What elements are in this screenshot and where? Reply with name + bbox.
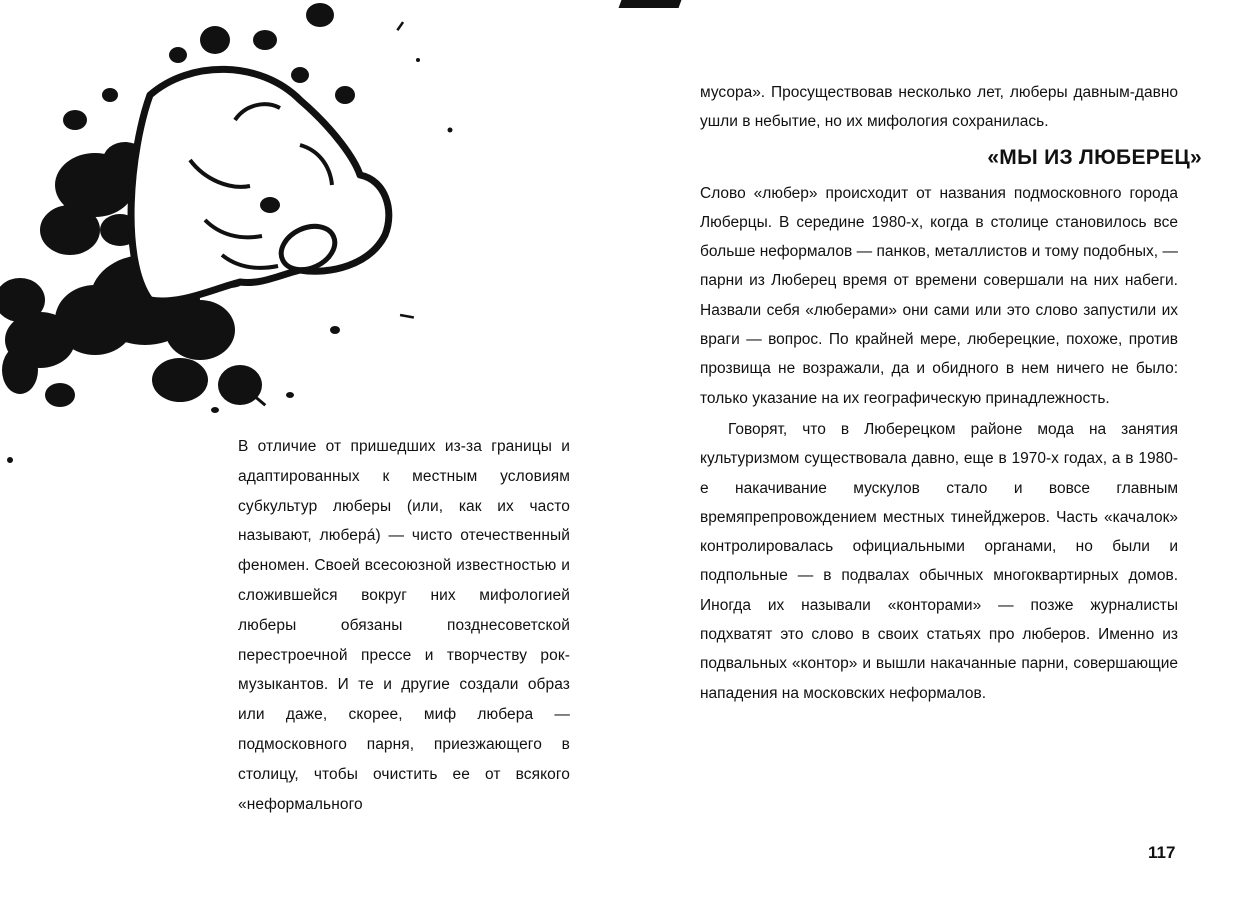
fist-shape [131, 69, 389, 301]
left-paragraph: В отличие от пришедших из-за границы и адаптированных к местным условиям субкультур люберы (или, как их часто называют, люберá) — чисто отечественный феномен. Своей всесоюзной известностью и сложившейся вокруг них мифологией люберы обязаны позднесоветской перестроечной прессе и творчеству рок-музыкантов. И те и другие создали образ или даже, скорее, миф любера — подмосковного парня, приезжающего в столицу, чтобы очистить ее от всякого «неформального [238, 438, 570, 813]
continued-paragraph: мусора». Просуществовав несколько лет, люберы давным-давно ушли в небытие, но их мифология сохранилась. [700, 84, 1178, 131]
section-heading: «МЫ ИЗ ЛЮБЕРЕЦ» [987, 145, 1202, 169]
fist-illustration [0, 0, 560, 470]
paragraph: Слово «любер» происходит от названия подмосковного города Люберцы. В середине 1980-х, когда в столице становилось все больше неформалов — панков, металлистов и тому подобных, — парни из Люберец время от времени совершали на них набеги. Назвали себя «люберами» они сами или это слово запустили их враги — вопрос. По крайней мере, люберецкие, похоже, против прозвища не возражали, да и обидного в нем ничего не было: только указание на их географическую принадлежность. [700, 184, 1178, 407]
left-page-text [238, 432, 570, 819]
right-page-text [700, 78, 1202, 708]
page-number: 117 [1148, 843, 1176, 862]
paragraph: Говорят, что в Люберецком районе мода на занятия культуризмом существовала давно, еще в 1970-х годах, а в 1980-е накачивание мускулов стало и вовсе главным времяпрепровождением местных тинейджеров. Часть «качалок» контролировалась официальными органами, но были и подпольные — в подвалах обычных многоквартирных домов. Иногда их называли «конторами» — позже журналисты подхватят это слово в своих статьях про люберов. Именно из подвальных «контор» и вышли накачанные парни, совершающие нападения на московских неформалов. [700, 420, 1178, 702]
ink-mark [619, 0, 682, 8]
